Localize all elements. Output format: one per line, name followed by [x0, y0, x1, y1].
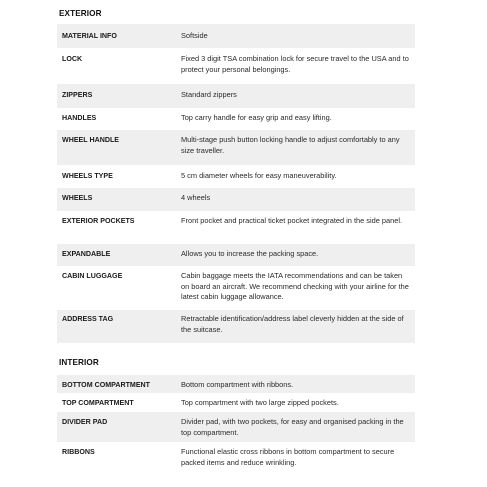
exterior-spec-table — [57, 24, 415, 343]
spec-value: 4 wheels — [181, 193, 211, 202]
interior-spec-table — [57, 375, 415, 470]
spec-row-wheel-handle — [57, 130, 415, 165]
spec-label: DIVIDER PAD — [62, 418, 108, 426]
spec-label: EXTERIOR POCKETS — [62, 217, 135, 225]
spec-value: Functional elastic cross ribbons in bottom compartment to secure packed items and reduce wrinkling. — [181, 447, 395, 467]
spec-row-address-tag — [57, 310, 415, 343]
spec-label: ADDRESS TAG — [62, 315, 114, 323]
spec-row-lock — [57, 48, 415, 84]
spec-value: 5 cm diameter wheels for easy maneuverability. — [181, 171, 337, 180]
spec-value: Standard zippers — [181, 90, 237, 99]
spec-row-exterior-pockets — [57, 211, 415, 244]
spec-value: Bottom compartment with ribbons. — [181, 380, 294, 389]
spec-row-top-compartment — [57, 393, 415, 412]
spec-row-expandable — [57, 244, 415, 266]
spec-value: Cabin baggage meets the IATA recommendations and can be taken on board an aircraft. We recommend checking with your airline for the latest cabin luggage allowance. — [181, 271, 409, 301]
spec-label: WHEELS — [62, 194, 93, 202]
spec-value: Allows you to increase the packing space. — [181, 249, 319, 258]
spec-row-handles — [57, 108, 415, 130]
spec-label: EXPANDABLE — [62, 250, 111, 258]
spec-row-cabin-luggage — [57, 266, 415, 310]
spec-value: Top compartment with two large zipped pockets. — [181, 398, 339, 407]
spec-label: WHEELS TYPE — [62, 172, 113, 180]
spec-value: Multi-stage push button locking handle to adjust comfortably to any size traveller. — [181, 135, 400, 155]
spec-row-zippers — [57, 84, 415, 108]
spec-label: ZIPPERS — [62, 91, 93, 99]
spec-label: BOTTOM COMPARTMENT — [62, 381, 151, 389]
exterior-section-title: EXTERIOR — [59, 9, 102, 18]
spec-label: HANDLES — [62, 114, 97, 122]
spec-value: Fixed 3 digit TSA combination lock for secure travel to the USA and to protect your personal belongings. — [181, 54, 409, 74]
spec-label: MATERIAL INFO — [62, 32, 117, 40]
spec-row-material-info — [57, 24, 415, 48]
spec-row-divider-pad — [57, 412, 415, 442]
spec-value: Top carry handle for easy grip and easy lifting. — [181, 113, 332, 122]
spec-row-ribbons — [57, 442, 415, 470]
interior-section-title: INTERIOR — [59, 358, 99, 367]
spec-value: Divider pad, with two pockets, for easy and organised packing in the top compartment. — [181, 417, 404, 437]
spec-row-wheels — [57, 188, 415, 211]
spec-row-bottom-compartment — [57, 375, 415, 393]
spec-label: TOP COMPARTMENT — [62, 399, 134, 407]
spec-label: WHEEL HANDLE — [62, 136, 120, 144]
spec-label: LOCK — [62, 55, 83, 63]
spec-value: Retractable identification/address label cleverly hidden at the side of the suitcase. — [181, 314, 404, 334]
spec-row-wheels-type — [57, 165, 415, 188]
spec-label: RIBBONS — [62, 448, 95, 456]
spec-value: Front pocket and practical ticket pocket integrated in the side panel. — [181, 216, 403, 225]
spec-value: Softside — [181, 31, 208, 40]
spec-label: CABIN LUGGAGE — [62, 272, 123, 280]
